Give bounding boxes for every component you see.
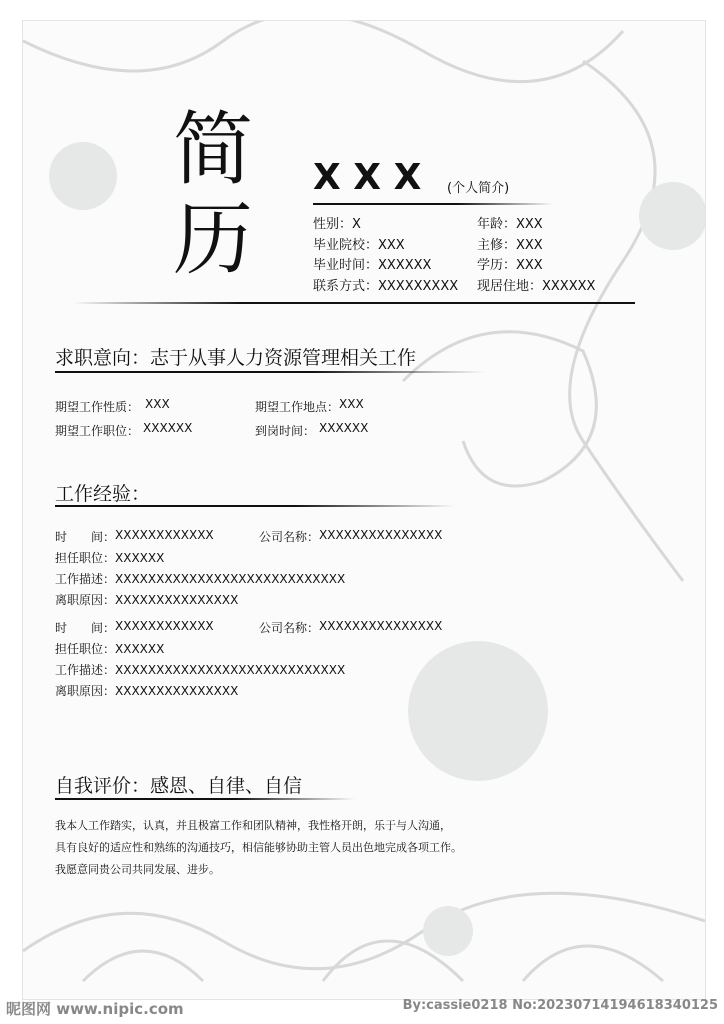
- work-company-label: 公司名称：: [259, 530, 320, 544]
- name-divider: [313, 203, 553, 205]
- self-evaluation-heading: 自我评价：感恩、自律、自信: [55, 775, 303, 797]
- intent-location-label: 期望工作地点：: [255, 400, 340, 414]
- work-divider: [55, 505, 455, 507]
- info-education: 学历：XXX: [477, 258, 543, 273]
- intent-heading: 求职意向：志于从事人力资源管理相关工作: [55, 347, 417, 369]
- candidate-name: X X X: [313, 157, 422, 198]
- intent-start-value: XXXXXX: [319, 421, 369, 435]
- work-company: XXXXXXXXXXXXXXX: [319, 619, 443, 633]
- intent-nature-label: 期望工作性质：: [55, 400, 140, 414]
- self-evaluation-line: 具有良好的适应性和熟练的沟通技巧，相信能够协助主管人员出色地完成各项工作。: [55, 841, 462, 854]
- work-time: XXXXXXXXXXXX: [115, 619, 214, 633]
- self-divider: [55, 798, 355, 800]
- intent-nature-value: XXX: [145, 397, 170, 411]
- info-school: 毕业院校：XXX: [313, 238, 405, 253]
- info-graduation: 毕业时间：XXXXXX: [313, 258, 432, 273]
- work-leave-reason: 离职原因：XXXXXXXXXXXXXXX: [55, 684, 239, 698]
- work-description: 工作描述：XXXXXXXXXXXXXXXXXXXXXXXXXXXX: [55, 572, 346, 586]
- intent-position-label: 期望工作职位：: [55, 424, 140, 438]
- resume-page: [22, 20, 706, 1000]
- intent-start-label: 到岗时间：: [255, 424, 316, 438]
- watermark-site: 昵图网 www.nipic.com: [6, 1000, 184, 1018]
- intent-location-value: XXX: [339, 397, 364, 411]
- self-evaluation-line: 我本人工作踏实，认真，并且极富工作和团队精神，我性格开朗，乐于与人沟通，: [55, 819, 451, 832]
- info-major: 主修：XXX: [477, 238, 543, 253]
- watermark-id: By:cassie0218 No:20230714194618340125: [402, 998, 718, 1013]
- self-evaluation-line: 我愿意同贵公司共同发展、进步。: [55, 863, 220, 876]
- info-residence: 现居住地：XXXXXX: [477, 279, 596, 294]
- intent-divider: [55, 371, 485, 373]
- work-time: XXXXXXXXXXXX: [115, 528, 214, 542]
- work-leave-reason: 离职原因：XXXXXXXXXXXXXXX: [55, 593, 239, 607]
- intent-position-value: XXXXXX: [143, 421, 193, 435]
- info-gender: 性别：X: [313, 217, 361, 232]
- work-time-label: 时 间：: [55, 621, 116, 635]
- header-divider: [73, 302, 635, 304]
- title-char-1: 简: [173, 103, 253, 196]
- work-description: 工作描述：XXXXXXXXXXXXXXXXXXXXXXXXXXXX: [55, 663, 346, 677]
- title-char-2: 历: [173, 193, 253, 286]
- info-age: 年龄：XXX: [477, 217, 543, 232]
- work-position: 担任职位：XXXXXX: [55, 642, 165, 656]
- work-company-label: 公司名称：: [259, 621, 320, 635]
- work-company: XXXXXXXXXXXXXXX: [319, 528, 443, 542]
- subtitle: (个人简介): [447, 181, 510, 196]
- work-position: 担任职位：XXXXXX: [55, 551, 165, 565]
- work-time-label: 时 间：: [55, 530, 116, 544]
- work-heading: 工作经验：: [55, 483, 151, 505]
- info-contact: 联系方式：XXXXXXXXX: [313, 279, 459, 294]
